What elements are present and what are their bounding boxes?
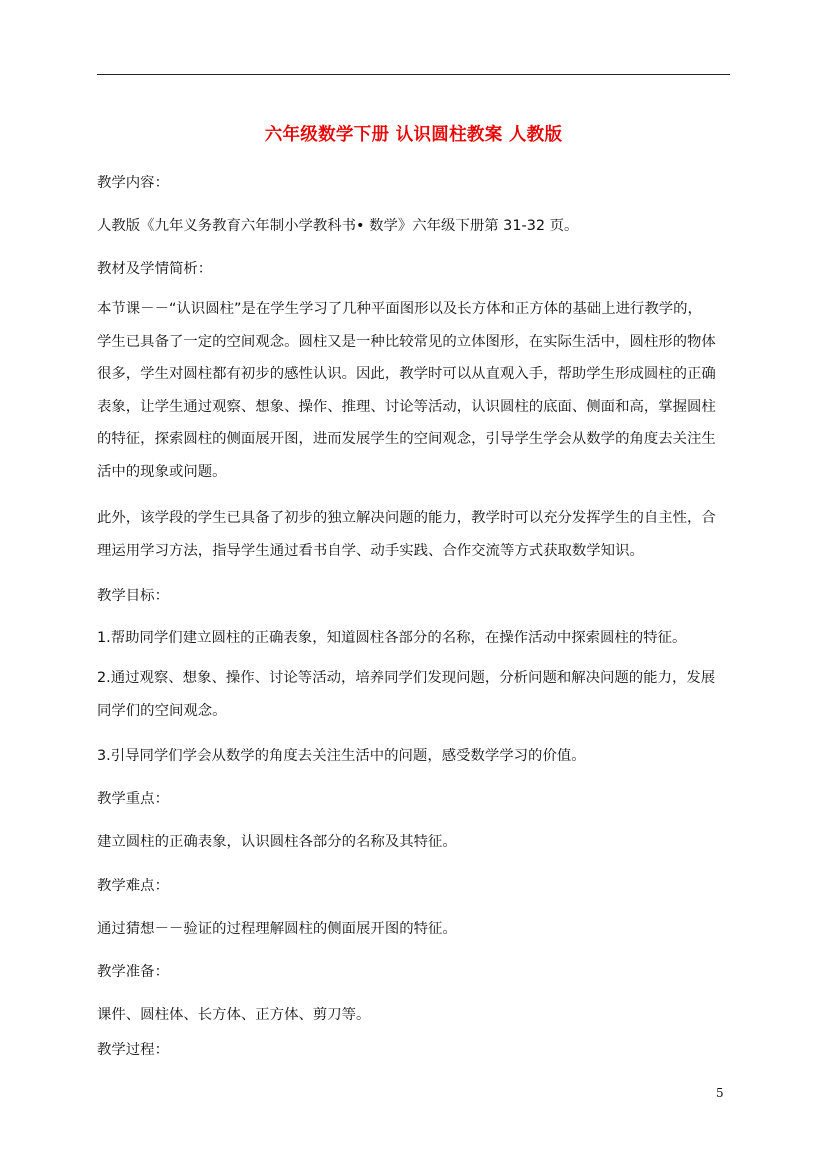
document-title: 六年级数学下册 认识圆柱教案 人教版 [264, 125, 563, 145]
analysis-line: 此外，该学段的学生已具备了初步的独立解决问题的能力，教学时可以充分发挥学生的自主性，合 [97, 510, 716, 526]
analysis-line: 学生已具备了一定的空间观念。圆柱又是一种比较常见的立体图形，在实际生活中，圆柱形的物体 [97, 333, 716, 350]
goal-3: 3.引导同学们学会从数学的角度去关注生活中的问题，感受数学学习的价值。 [97, 748, 586, 764]
difficulty-text: 通过猜想－－验证的过程理解圆柱的侧面展开图的特征。 [97, 921, 457, 937]
analysis-paragraph-2 [97, 502, 737, 567]
goal-1: 1.帮助同学们建立圆柱的正确表象，知道圆柱各部分的名称，在操作活动中探索圆柱的特征。 [97, 630, 687, 646]
goal-2 [97, 662, 737, 727]
page-number: 5 [716, 1086, 724, 1100]
prep-label: 教学准备： [97, 964, 169, 980]
analysis-label: 教材及学情简析： [97, 261, 213, 277]
prep-text: 课件、圆柱体、长方体、正方体、剪刀等。 [97, 1007, 371, 1023]
analysis-line: 很多，学生对圆柱都有初步的感性认识。因此，教学时可以从直观入手，帮助学生形成圆柱的正确 [97, 366, 716, 383]
analysis-line: 表象，让学生通过观察、想象、操作、推理、讨论等活动，认识圆柱的底面、侧面和高，掌握圆柱 [97, 398, 716, 415]
content-label: 教学内容： [97, 175, 169, 191]
process-label: 教学过程： [97, 1042, 169, 1058]
difficulty-label: 教学难点： [97, 878, 169, 894]
goal-2-line: 2.通过观察、想象、操作、讨论等活动，培养同学们发现问题，分析问题和解决问题的能力，发展 [97, 670, 716, 686]
header-rule [97, 74, 730, 75]
key-text: 建立圆柱的正确表象，认识圆柱各部分的名称及其特征。 [97, 834, 457, 850]
goal-2-line: 同学们的空间观念。 [97, 702, 227, 719]
content-text: 人教版《九年义务教育六年制小学教科书• 数学》六年级下册第 31-32 页。 [97, 218, 579, 234]
goals-label: 教学目标： [97, 588, 169, 604]
key-label: 教学重点： [97, 791, 169, 807]
analysis-line: 的特征，探索圆柱的侧面展开图，进而发展学生的空间观念，引导学生学会从数学的角度去关注生 [97, 431, 716, 448]
analysis-line: 活中的现象或问题。 [97, 463, 227, 480]
analysis-line: 本节课－－“认识圆柱”是在学生学习了几种平面图形以及长方体和正方体的基础上进行教学的， [97, 301, 702, 317]
analysis-paragraph-1 [97, 293, 737, 489]
analysis-line: 理运用学习方法，指导学生通过看书自学、动手实践、合作交流等方式获取数学知识。 [97, 542, 644, 559]
